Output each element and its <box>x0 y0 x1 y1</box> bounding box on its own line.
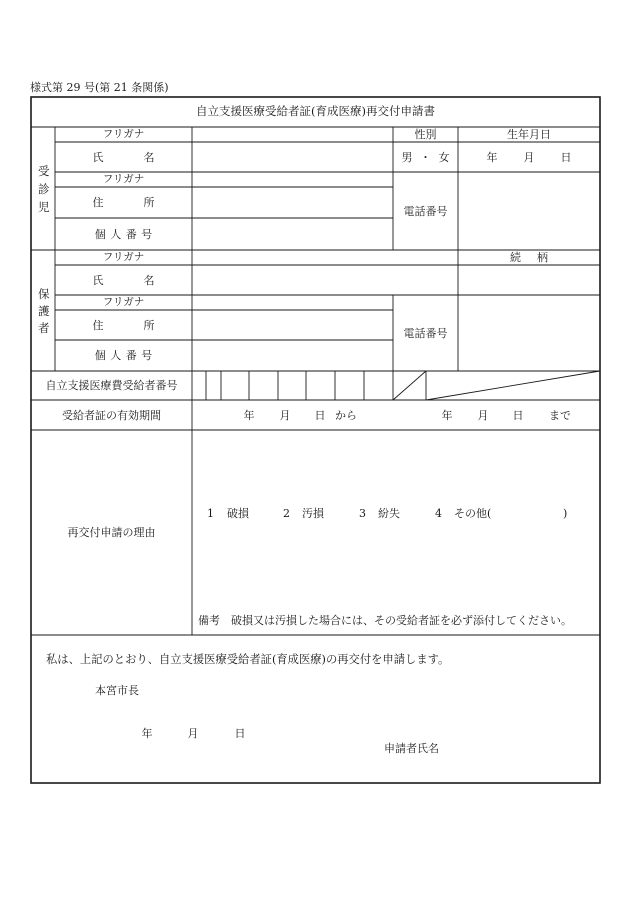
reason-note: 備考 破損又は汚損した場合には、その受給者証を必ず添付してください。 <box>198 613 572 627</box>
reason-option-number: 3 <box>359 506 366 520</box>
reason-other-close-paren: ) <box>563 506 568 520</box>
reason-options-area <box>192 430 600 635</box>
guardian-address-furigana-field <box>192 295 393 310</box>
guardian-address-field <box>192 310 393 340</box>
recipient-number-digit-cell <box>249 371 278 400</box>
guardian-phone-label-cell <box>393 295 458 371</box>
guardian-address-furigana-label-cell <box>55 295 192 310</box>
patient-address-furigana-label: フリガナ <box>102 173 145 186</box>
patient-phone-label-cell <box>393 172 458 250</box>
patient-individual-number-label-cell <box>55 218 192 250</box>
patient-section-label-cell <box>31 127 55 250</box>
form-title-cell <box>31 97 600 127</box>
patient-dob-year-label: 年 <box>486 150 498 164</box>
guardian-address-label: 住 所 <box>92 318 169 332</box>
reason-option-number: 2 <box>283 506 290 520</box>
validity-label-cell <box>31 400 192 430</box>
patient-furigana-field <box>192 127 393 142</box>
patient-gender-header-cell <box>393 127 458 142</box>
guardian-individual-number-field <box>192 340 393 371</box>
reason-option-damaged: 破損 <box>227 506 249 520</box>
guardian-address-furigana-label: フリガナ <box>102 296 145 309</box>
guardian-individual-number-label: 個人番号 <box>94 349 157 362</box>
application-date-month-label: 月 <box>187 726 199 740</box>
patient-address-furigana-label-cell <box>55 172 192 187</box>
validity-to-suffix: まで <box>549 408 571 422</box>
patient-name-field <box>192 142 393 172</box>
guardian-furigana-label-cell <box>55 250 192 265</box>
patient-furigana-label-cell <box>55 127 192 142</box>
applicant-name-label: 申請者氏名 <box>384 741 439 755</box>
guardian-section-label: 保護者 <box>36 287 51 339</box>
reason-option-number: 1 <box>207 506 214 520</box>
guardian-individual-number-label-cell <box>55 340 192 371</box>
recipient-number-void-area <box>426 371 600 400</box>
patient-address-field <box>192 187 393 218</box>
recipient-number-label: 自立支援医療費受給者番号 <box>45 379 178 392</box>
guardian-relationship-header-cell <box>458 250 600 265</box>
patient-gender-options: 男 ・ 女 <box>401 150 452 164</box>
patient-name-label: 氏 名 <box>92 150 169 164</box>
recipient-number-digit-cell <box>278 371 306 400</box>
patient-name-label-cell <box>55 142 192 172</box>
reason-label-cell <box>31 430 192 635</box>
patient-gender-header: 性別 <box>414 128 437 141</box>
guardian-phone-field <box>458 295 600 371</box>
validity-from-suffix: から <box>335 408 357 422</box>
validity-to-month-label: 月 <box>477 408 489 422</box>
recipient-number-void-cell <box>393 371 426 400</box>
guardian-phone-label: 電話番号 <box>403 326 448 340</box>
patient-individual-number-label: 個人番号 <box>94 227 157 241</box>
patient-address-label-cell <box>55 187 192 218</box>
reason-option-lost: 紛失 <box>378 506 400 520</box>
validity-to-year-label: 年 <box>441 408 453 422</box>
validity-to-day-label: 日 <box>512 408 524 422</box>
guardian-furigana-label: フリガナ <box>102 251 145 264</box>
validity-from-year-label: 年 <box>243 408 255 422</box>
guardian-relationship-field <box>458 265 600 295</box>
patient-furigana-label: フリガナ <box>102 128 145 141</box>
patient-address-label: 住 所 <box>92 196 169 209</box>
validity-from-day-label: 日 <box>314 408 326 422</box>
recipient-number-digit-cell <box>306 371 335 400</box>
reason-label: 再交付申請の理由 <box>67 526 156 539</box>
guardian-address-label-cell <box>55 310 192 340</box>
patient-individual-number-field <box>192 218 393 250</box>
reason-option-other: その他( <box>454 506 492 520</box>
application-date-year-label: 年 <box>141 726 153 740</box>
guardian-section-label-cell <box>31 250 55 371</box>
form-title: 自立支援医療受給者証(育成医療)再交付申請書 <box>196 104 435 119</box>
patient-gender-field <box>393 142 458 172</box>
patient-section-label: 受診児 <box>36 164 51 219</box>
recipient-number-label-cell <box>31 371 192 400</box>
guardian-name-label: 氏 名 <box>92 273 169 287</box>
patient-dob-month-label: 月 <box>523 150 535 164</box>
recipient-number-digit-cell <box>221 371 249 400</box>
patient-dob-day-label: 日 <box>560 150 572 164</box>
recipient-number-digit-cell <box>335 371 364 400</box>
patient-dob-header-cell <box>458 127 600 142</box>
application-date-day-label: 日 <box>234 726 246 740</box>
validity-label: 受給者証の有効期間 <box>62 408 161 422</box>
recipient-number-digit-cell <box>206 371 221 400</box>
recipient-number-digit-cell <box>192 371 206 400</box>
patient-phone-label: 電話番号 <box>403 204 448 218</box>
reason-option-number: 4 <box>435 506 442 520</box>
patient-address-furigana-field <box>192 172 393 187</box>
guardian-name-field <box>192 265 458 295</box>
reason-option-soiled: 汚損 <box>302 506 324 520</box>
patient-dob-header: 生年月日 <box>507 128 551 141</box>
guardian-name-label-cell <box>55 265 192 295</box>
declaration-text: 私は、上記のとおり、自立支援医療受給者証(育成医療)の再交付を申請します。 <box>46 652 450 666</box>
guardian-furigana-field <box>192 250 458 265</box>
addressee-label: 本宮市長 <box>95 683 139 697</box>
validity-from-month-label: 月 <box>279 408 291 422</box>
form-number-label: 様式第 29 号(第 21 条関係) <box>30 80 169 94</box>
patient-phone-field <box>458 172 600 250</box>
recipient-number-digit-cell <box>364 371 393 400</box>
guardian-relationship-header: 続 柄 <box>510 251 551 264</box>
